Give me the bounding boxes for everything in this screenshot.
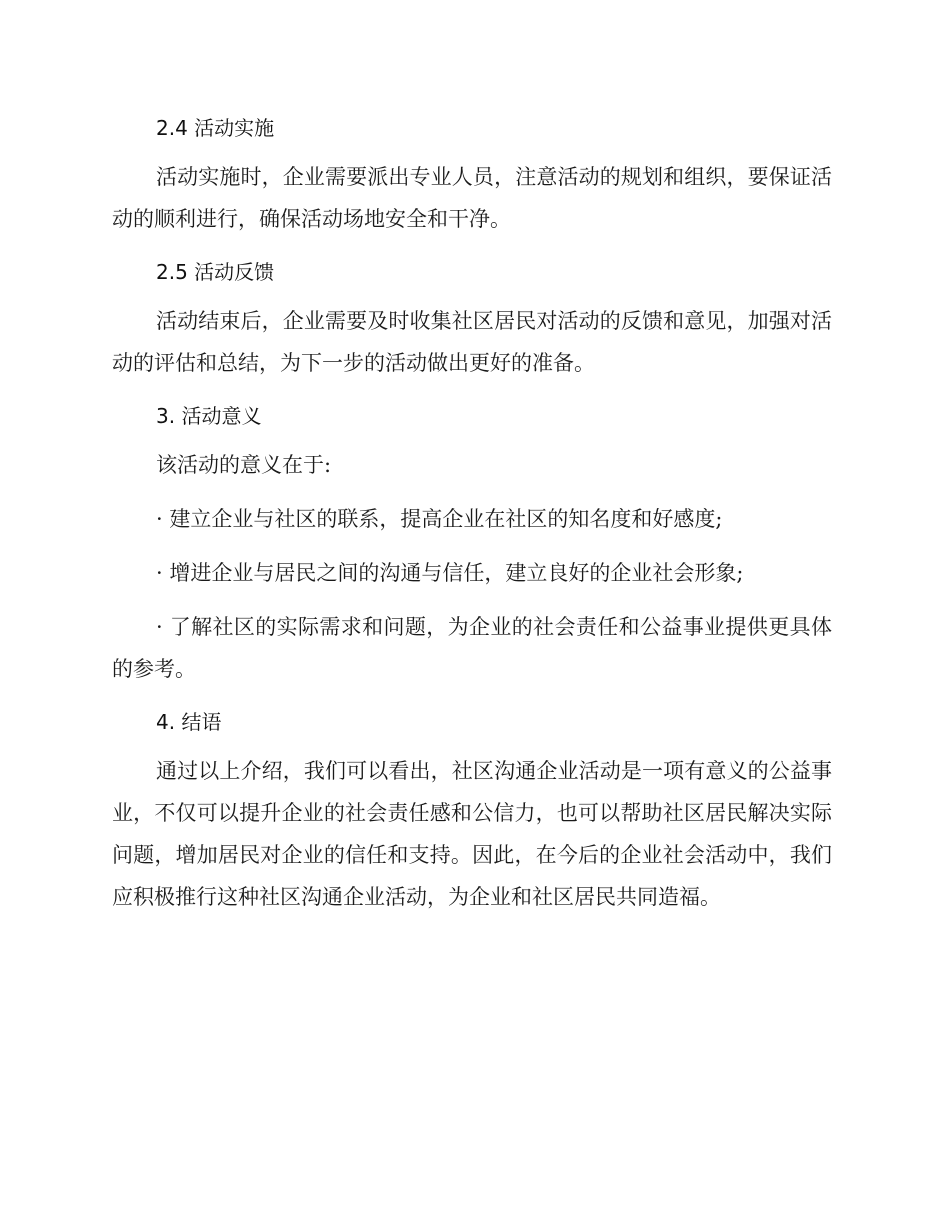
section-4 xyxy=(112,702,832,918)
section-heading: 2.4 活动实施 xyxy=(156,116,275,140)
document-page xyxy=(112,108,832,930)
section-heading: 2.5 活动反馈 xyxy=(156,260,275,284)
section-2-5 xyxy=(112,252,832,384)
bullet-item: · 了解社区的实际需求和问题，为企业的社会责任和公益事业提供更具体的参考。 xyxy=(112,615,832,681)
section-heading: 3. 活动意义 xyxy=(156,404,262,428)
paragraph: 活动结束后，企业需要及时收集社区居民对活动的反馈和意见，加强对活动的评估和总结，为下一步的活动做出更好的准备。 xyxy=(112,309,832,375)
section-2-4 xyxy=(112,108,832,240)
paragraph: 该活动的意义在于: xyxy=(156,453,332,477)
section-heading: 4. 结语 xyxy=(156,710,222,734)
section-3 xyxy=(112,396,832,690)
paragraph: 活动实施时，企业需要派出专业人员，注意活动的规划和组织，要保证活动的顺利进行，确保活动场地安全和干净。 xyxy=(112,165,832,231)
bullet-item: · 建立企业与社区的联系，提高企业在社区的知名度和好感度; xyxy=(156,507,723,531)
bullet-item: · 增进企业与居民之间的沟通与信任，建立良好的企业社会形象; xyxy=(156,561,744,585)
paragraph: 通过以上介绍，我们可以看出，社区沟通企业活动是一项有意义的公益事业，不仅可以提升企业的社会责任感和公信力，也可以帮助社区居民解决实际问题，增加居民对企业的信任和支持。因此，在今后的企业社会活动中，我们应积极推行这种社区沟通企业活动，为企业和社区居民共同造福。 xyxy=(112,759,832,909)
